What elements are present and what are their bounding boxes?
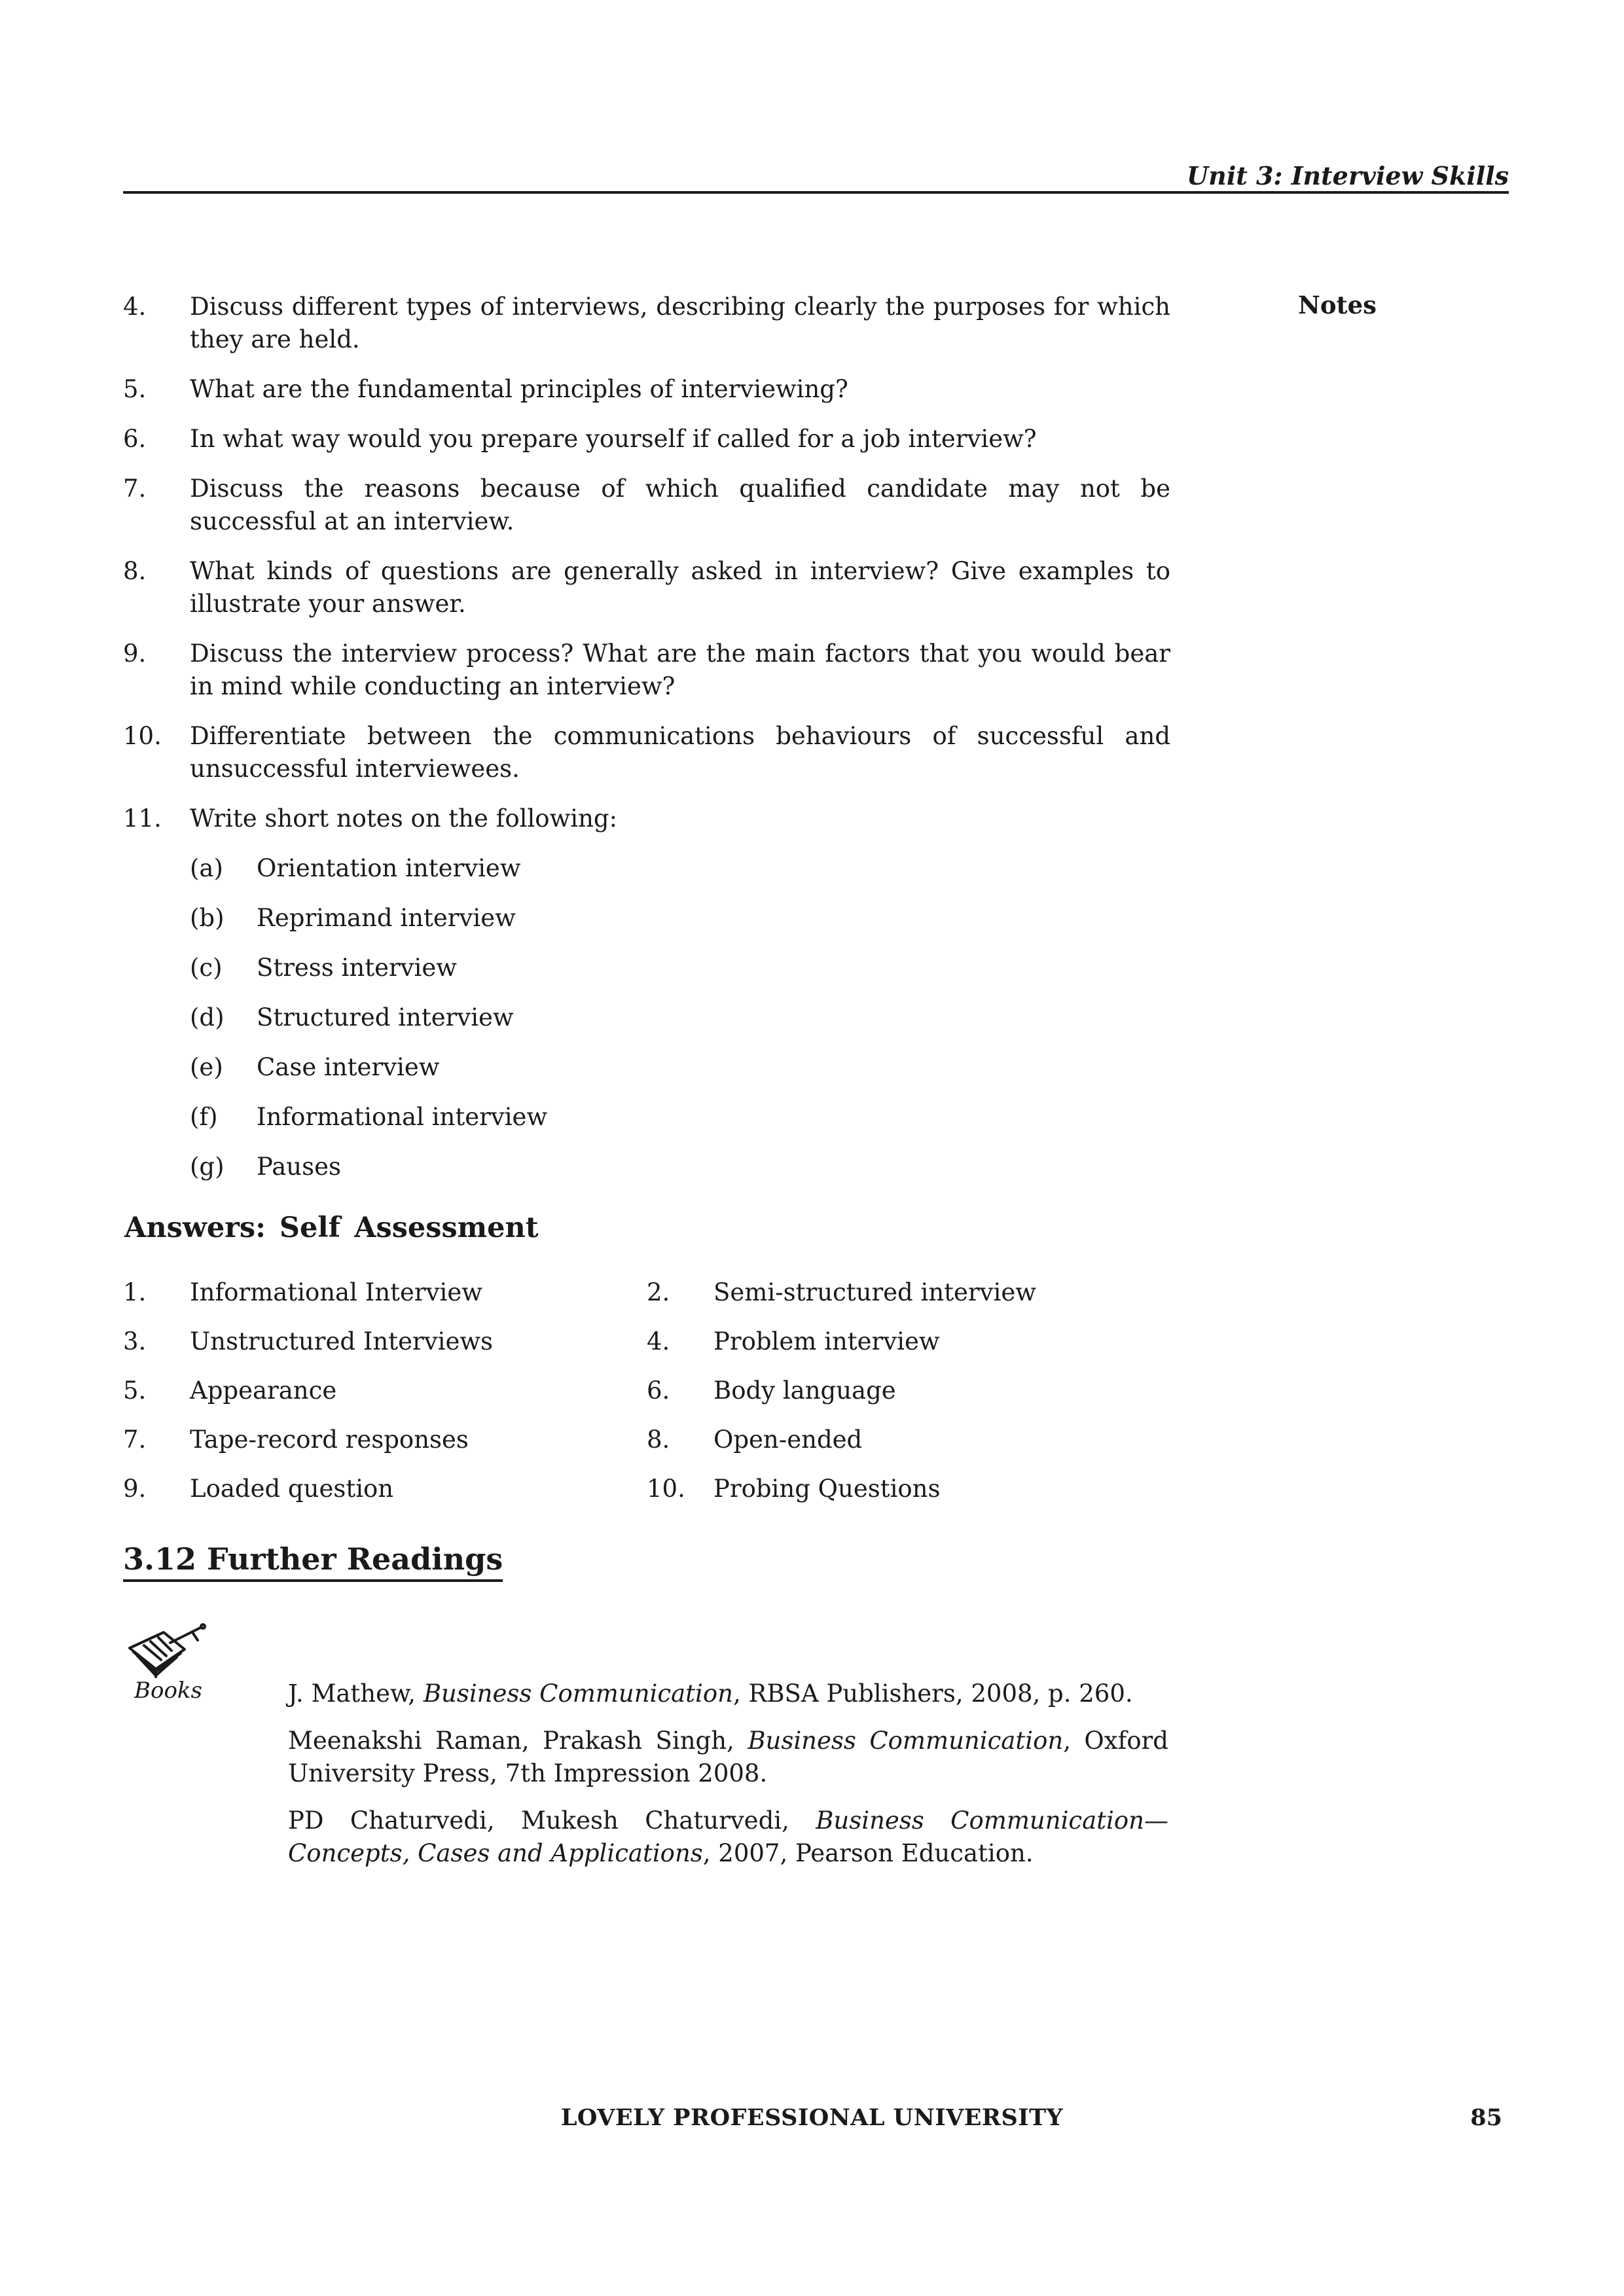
item-text: Differentiate between the communications behaviours of successful and unsuccessful interviewees. bbox=[190, 722, 1170, 783]
further-readings-heading: 3.12 Further Readings bbox=[123, 1541, 503, 1582]
sub-list bbox=[190, 852, 1170, 1183]
answer-text: Tape-record responses bbox=[190, 1426, 469, 1454]
answer-text: Unstructured Interviews bbox=[190, 1327, 494, 1355]
sub-list-item bbox=[190, 1001, 1170, 1034]
answer-number: 7. bbox=[123, 1426, 147, 1454]
list-item bbox=[123, 291, 1170, 356]
ref-authors: PD Chaturvedi, Mukesh Chaturvedi, bbox=[288, 1806, 816, 1835]
sub-list-item bbox=[190, 1051, 1170, 1084]
sub-list-item bbox=[190, 1151, 1170, 1183]
item-text: Write short notes on the following: bbox=[190, 804, 618, 833]
sub-item-text: Informational interview bbox=[257, 1103, 548, 1131]
answer-number: 4. bbox=[647, 1327, 670, 1355]
list-item bbox=[123, 473, 1170, 538]
ref-title: Business Communication bbox=[748, 1727, 1064, 1755]
item-number: 8. bbox=[123, 557, 147, 585]
ref-authors: J. Mathew, bbox=[288, 1679, 424, 1708]
item-number: 9. bbox=[123, 639, 147, 668]
item-number: 6. bbox=[123, 425, 147, 453]
sub-item-text: Structured interview bbox=[257, 1003, 514, 1031]
answer-text: Body language bbox=[713, 1376, 896, 1405]
answer-number: 3. bbox=[123, 1327, 147, 1355]
answer-number: 6. bbox=[647, 1376, 670, 1405]
sub-item-letter: (b) bbox=[190, 904, 225, 932]
answer-text: Problem interview bbox=[713, 1327, 940, 1355]
review-questions-list bbox=[123, 291, 1170, 1200]
answer-text: Probing Questions bbox=[713, 1475, 941, 1503]
sub-item-text: Case interview bbox=[257, 1053, 440, 1081]
page-number: 85 bbox=[1470, 2104, 1502, 2131]
answer-number: 2. bbox=[647, 1278, 670, 1306]
item-text: Discuss the reasons because of which qualified candidate may not be successful at an interview. bbox=[190, 475, 1170, 535]
sub-item-text: Stress interview bbox=[257, 954, 457, 982]
ref-details: , 2007, Pearson Education. bbox=[702, 1839, 1034, 1867]
sub-list-item bbox=[190, 902, 1170, 935]
reading-list bbox=[288, 1677, 1168, 1884]
sub-item-text: Reprimand interview bbox=[257, 904, 516, 932]
reading-reference bbox=[288, 1804, 1168, 1870]
list-item bbox=[123, 637, 1170, 703]
item-text: Discuss different types of interviews, describing clearly the purposes for which they are held. bbox=[190, 293, 1170, 353]
sub-list-item bbox=[190, 952, 1170, 984]
sub-item-text: Pauses bbox=[257, 1153, 341, 1181]
item-text: What kinds of questions are generally asked in interview? Give examples to illustrate your answer. bbox=[190, 557, 1170, 618]
ref-title: Business Communication bbox=[423, 1679, 733, 1708]
reading-reference bbox=[288, 1677, 1168, 1710]
answer-number: 5. bbox=[123, 1376, 147, 1405]
answer-text: Semi-structured interview bbox=[713, 1278, 1036, 1306]
sub-item-text: Orientation interview bbox=[257, 854, 521, 882]
item-text: What are the fundamental principles of interviewing? bbox=[190, 375, 848, 403]
books-hand-pen-icon bbox=[124, 1623, 209, 1685]
answer-number: 10. bbox=[647, 1475, 685, 1503]
item-number: 4. bbox=[123, 293, 147, 321]
item-number: 11. bbox=[123, 804, 162, 833]
books-label: Books bbox=[134, 1677, 202, 1704]
list-item bbox=[123, 720, 1170, 785]
answer-number: 1. bbox=[123, 1278, 147, 1306]
sub-item-letter: (e) bbox=[190, 1053, 223, 1081]
sub-item-letter: (f) bbox=[190, 1103, 218, 1131]
footer-university: LOVELY PROFESSIONAL UNIVERSITY bbox=[560, 2104, 1064, 2131]
answer-text: Informational Interview bbox=[190, 1278, 482, 1306]
answer-text: Loaded question bbox=[190, 1475, 394, 1503]
sub-list-item bbox=[190, 852, 1170, 885]
answer-number: 9. bbox=[123, 1475, 147, 1503]
sub-item-letter: (c) bbox=[190, 954, 223, 982]
sub-item-letter: (a) bbox=[190, 854, 223, 882]
notes-margin-label: Notes bbox=[1298, 291, 1377, 319]
reading-reference bbox=[288, 1725, 1168, 1790]
answer-text: Open-ended bbox=[713, 1426, 863, 1454]
list-item bbox=[123, 373, 1170, 406]
ref-title: Business Communication—Concepts, Cases and Applications bbox=[288, 1806, 1168, 1867]
list-item bbox=[123, 802, 1170, 1183]
ref-authors: Meenakshi Raman, Prakash Singh, bbox=[288, 1727, 748, 1755]
sub-item-letter: (d) bbox=[190, 1003, 225, 1031]
ref-details: , RBSA Publishers, 2008, p. 260. bbox=[732, 1679, 1133, 1708]
list-item bbox=[123, 423, 1170, 456]
running-header: Unit 3: Interview Skills bbox=[1187, 161, 1509, 190]
sub-item-letter: (g) bbox=[190, 1153, 225, 1181]
item-number: 7. bbox=[123, 475, 147, 503]
item-number: 5. bbox=[123, 375, 147, 403]
ref-details: , Oxford University Press, 7th Impression 2008. bbox=[288, 1727, 1168, 1787]
item-text: Discuss the interview process? What are the main factors that you would bear in mind while conducting an interview? bbox=[190, 639, 1170, 700]
header-rule bbox=[123, 191, 1509, 194]
list-item bbox=[123, 555, 1170, 620]
item-text: In what way would you prepare yourself if called for a job interview? bbox=[190, 425, 1037, 453]
answer-number: 8. bbox=[647, 1426, 670, 1454]
answer-text: Appearance bbox=[190, 1376, 337, 1405]
sub-list-item bbox=[190, 1101, 1170, 1134]
answers-heading: Answers: Self Assessment bbox=[124, 1211, 539, 1244]
item-number: 10. bbox=[123, 722, 162, 750]
